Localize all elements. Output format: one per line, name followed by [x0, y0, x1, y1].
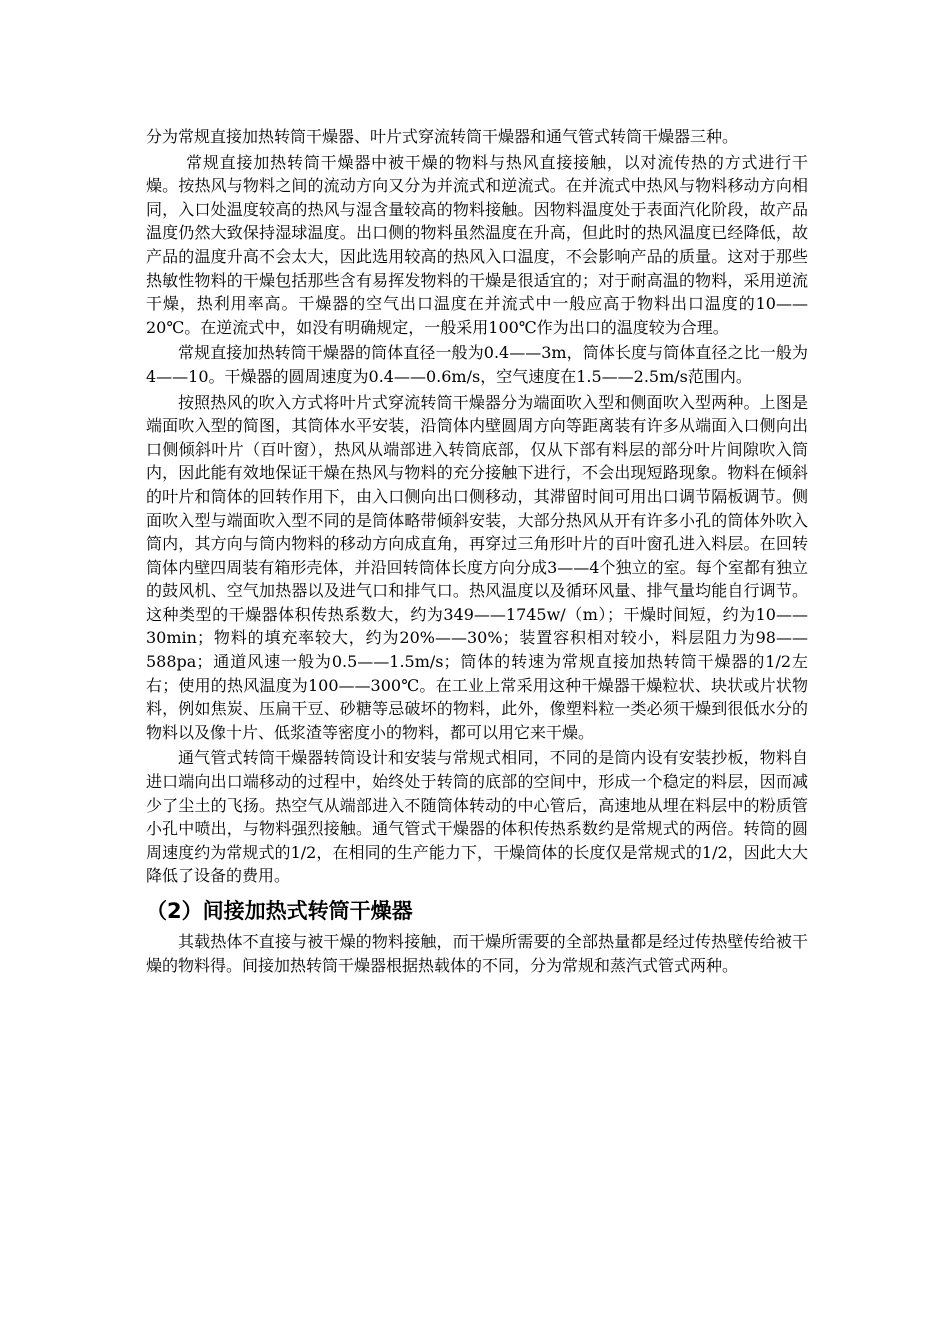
- paragraph-intro-continuation: 分为常规直接加热转筒干燥器、叶片式穿流转筒干燥器和通气管式转筒干燥器三种。: [146, 127, 739, 146]
- paragraph-vent-tube-type: 通气管式转筒干燥器转筒设计和安装与常规式相同，不同的是筒内设有安装抄板，物料自进口端向出口端移动的过程中，始终处于转筒的底部的空间中，形成一个稳定的料层，因而减少了尘土的飞扬。热空气从端部进入不随筒体转动的中心管后，高速地从埋在料层中的粉质管小孔中喷出，与物料强烈接触。通气管式干燥器的体积传热系数约是常规式的两倍。转筒的圆周速度约为常规式的1/2，在相同的生产能力下，干燥筒体的长度仅是常规式的1/2，因此大大降低了设备的费用。: [146, 748, 808, 886]
- document-body: [146, 125, 808, 979]
- paragraph-indirect-heating: 其载热体不直接与被干燥的物料接触，而干燥所需要的全部热量都是经过传热壁传给被干燥的物料得。间接加热转筒干燥器根据热载体的不同，分为常规和蒸汽式管式两种。: [146, 932, 808, 975]
- paragraph-dimensions: 常规直接加热转筒干燥器的筒体直径一般为0.4——3m，筒体长度与筒体直径之比一般为4——10。干燥器的圆周速度为0.4——0.6m/s，空气速度在1.5——2.5m/s范围内。: [146, 343, 808, 386]
- paragraph-blade-type: 按照热风的吹入方式将叶片式穿流转筒干燥器分为端面吹入型和侧面吹入型两种。上图是端面吹入型的简图，其筒体水平安装，沿筒体内壁圆周方向等距离装有许多从端面入口侧向出口侧倾斜叶片（百叶窗），热风从端部进入转筒底部，仅从下部有料层的部分叶片间隙吹入筒内，因此能有效地保证干燥在热风与物料的充分接触下进行，不会出现短路现象。物料在倾斜的叶片和筒体的回转作用下，由入口侧向出口侧移动，其滞留时间可用出口调节隔板调节。侧面吹入型与端面吹入型不同的是筒体略带倾斜安装，大部分热风从开有许多小孔的筒体外吹入筒内，其方向与筒内物料的移动方向成直角，再穿过三角形叶片的百叶窗孔进入料层。在回转筒体内壁四周装有箱形壳体，并沿回转筒体长度方向分成3——4个独立的室。每个室都有独立的鼓风机、空气加热器以及进气口和排气口。热风温度以及循环风量、排气量均能自行调节。这种类型的干燥器体积传热系数大，约为349——1745w/（m）；干燥时间短，约为10——30min；物料的填充率较大，约为20%——30%；装置容积相对较小，料层阻力为98——588pa；通道风速一般为0.5——1.5m/s；筒体的转速为常规直接加热转筒干燥器的1/2左右；使用的热风温度为100——300℃。在工业上常采用这种干燥器干燥粒状、块状或片状物料，例如焦炭、压扁干豆、砂糖等忌破坏的物料，此外，像塑料粒一类必须干燥到很低水分的物料以及像十片、低浆渣等密度小的物料，都可以用它来干燥。: [146, 392, 808, 742]
- section-heading: （2）间接加热式转筒干燥器: [146, 899, 413, 923]
- paragraph-direct-heating: 常规直接加热转筒干燥器中被干燥的物料与热风直接接触，以对流传热的方式进行干燥。按热风与物料之间的流动方向又分为并流式和逆流式。在并流式中热风与物料移动方向相同，入口处温度较高的热风与湿含量较高的物料接触。因物料温度处于表面汽化阶段，故产品温度仍然大致保持湿球温度。出口侧的物料虽然温度在升高，但此时的热风温度已经降低，故产品的温度升高不会太大，因此选用较高的热风入口温度，不会影响产品的质量。这对于那些热敏性物料的干燥包括那些含有易挥发物料的干燥是很适宜的；对于耐高温的物料，采用逆流干燥，热利用率高。干燥器的空气出口温度在并流式中一般应高于物料出口温度的10——20℃。在逆流式中，如没有明确规定，一般采用100℃作为出口的温度较为合理。: [146, 152, 808, 337]
